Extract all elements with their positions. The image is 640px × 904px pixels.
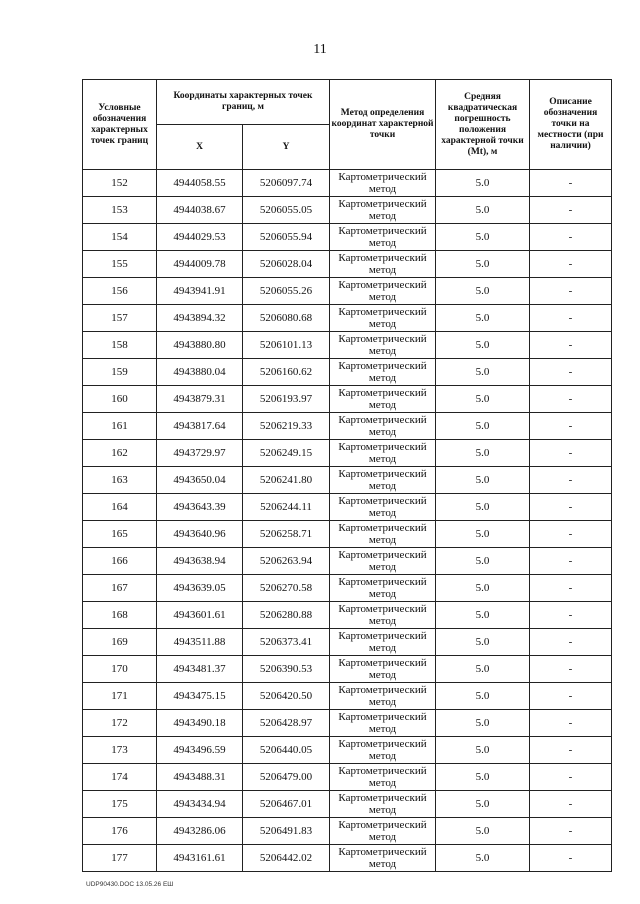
x-coordinate-cell: 4943941.91 <box>157 278 243 305</box>
method-cell: Картометрический метод <box>330 251 436 278</box>
point-id-cell: 172 <box>83 710 157 737</box>
method-cell: Картометрический метод <box>330 845 436 872</box>
method-cell: Картометрический метод <box>330 278 436 305</box>
x-coordinate-cell: 4943894.32 <box>157 305 243 332</box>
table-body <box>83 170 612 872</box>
description-cell: - <box>530 494 612 521</box>
table-row <box>83 386 612 413</box>
y-coordinate-cell: 5206193.97 <box>243 386 330 413</box>
y-coordinate-cell: 5206479.00 <box>243 764 330 791</box>
method-cell: Картометрический метод <box>330 170 436 197</box>
method-cell: Картометрический метод <box>330 413 436 440</box>
y-coordinate-cell: 5206280.88 <box>243 602 330 629</box>
x-coordinate-cell: 4943490.18 <box>157 710 243 737</box>
accuracy-cell: 5.0 <box>436 737 530 764</box>
footer-file-info: UDP90430.DOC 13.05.26 ЕШ <box>86 881 174 888</box>
description-cell: - <box>530 602 612 629</box>
y-coordinate-cell: 5206241.80 <box>243 467 330 494</box>
header-method: Метод определения координат характерной точки <box>330 80 436 170</box>
description-cell: - <box>530 656 612 683</box>
table-row <box>83 413 612 440</box>
description-cell: - <box>530 440 612 467</box>
description-cell: - <box>530 251 612 278</box>
x-coordinate-cell: 4943496.59 <box>157 737 243 764</box>
point-id-cell: 163 <box>83 467 157 494</box>
description-cell: - <box>530 791 612 818</box>
description-cell: - <box>530 359 612 386</box>
y-coordinate-cell: 5206097.74 <box>243 170 330 197</box>
accuracy-cell: 5.0 <box>436 413 530 440</box>
x-coordinate-cell: 4944058.55 <box>157 170 243 197</box>
method-cell: Картометрический метод <box>330 386 436 413</box>
accuracy-cell: 5.0 <box>436 764 530 791</box>
accuracy-cell: 5.0 <box>436 710 530 737</box>
description-cell: - <box>530 764 612 791</box>
table-row <box>83 548 612 575</box>
method-cell: Картометрический метод <box>330 710 436 737</box>
header-x: X <box>157 125 243 170</box>
point-id-cell: 162 <box>83 440 157 467</box>
coordinates-table <box>82 79 612 872</box>
method-cell: Картометрический метод <box>330 332 436 359</box>
description-cell: - <box>530 386 612 413</box>
point-id-cell: 166 <box>83 548 157 575</box>
y-coordinate-cell: 5206101.13 <box>243 332 330 359</box>
point-id-cell: 159 <box>83 359 157 386</box>
point-id-cell: 165 <box>83 521 157 548</box>
method-cell: Картометрический метод <box>330 521 436 548</box>
table-row <box>83 710 612 737</box>
x-coordinate-cell: 4943601.61 <box>157 602 243 629</box>
y-coordinate-cell: 5206270.58 <box>243 575 330 602</box>
point-id-cell: 171 <box>83 683 157 710</box>
point-id-cell: 177 <box>83 845 157 872</box>
accuracy-cell: 5.0 <box>436 602 530 629</box>
description-cell: - <box>530 737 612 764</box>
point-id-cell: 154 <box>83 224 157 251</box>
description-cell: - <box>530 548 612 575</box>
x-coordinate-cell: 4943880.80 <box>157 332 243 359</box>
description-cell: - <box>530 224 612 251</box>
y-coordinate-cell: 5206428.97 <box>243 710 330 737</box>
table-row <box>83 467 612 494</box>
method-cell: Картометрический метод <box>330 818 436 845</box>
point-id-cell: 155 <box>83 251 157 278</box>
description-cell: - <box>530 710 612 737</box>
method-cell: Картометрический метод <box>330 575 436 602</box>
accuracy-cell: 5.0 <box>436 656 530 683</box>
method-cell: Картометрический метод <box>330 359 436 386</box>
x-coordinate-cell: 4943639.05 <box>157 575 243 602</box>
y-coordinate-cell: 5206249.15 <box>243 440 330 467</box>
accuracy-cell: 5.0 <box>436 170 530 197</box>
y-coordinate-cell: 5206160.62 <box>243 359 330 386</box>
description-cell: - <box>530 197 612 224</box>
description-cell: - <box>530 521 612 548</box>
method-cell: Картометрический метод <box>330 737 436 764</box>
accuracy-cell: 5.0 <box>436 629 530 656</box>
method-cell: Картометрический метод <box>330 764 436 791</box>
point-id-cell: 168 <box>83 602 157 629</box>
point-id-cell: 174 <box>83 764 157 791</box>
header-designation: Условные обозначения характерных точек границ <box>83 80 157 170</box>
x-coordinate-cell: 4943640.96 <box>157 521 243 548</box>
method-cell: Картометрический метод <box>330 440 436 467</box>
y-coordinate-cell: 5206055.94 <box>243 224 330 251</box>
page-number: 11 <box>313 42 327 57</box>
accuracy-cell: 5.0 <box>436 197 530 224</box>
accuracy-cell: 5.0 <box>436 845 530 872</box>
y-coordinate-cell: 5206080.68 <box>243 305 330 332</box>
y-coordinate-cell: 5206440.05 <box>243 737 330 764</box>
accuracy-cell: 5.0 <box>436 575 530 602</box>
x-coordinate-cell: 4943475.15 <box>157 683 243 710</box>
accuracy-cell: 5.0 <box>436 359 530 386</box>
description-cell: - <box>530 683 612 710</box>
accuracy-cell: 5.0 <box>436 548 530 575</box>
method-cell: Картометрический метод <box>330 494 436 521</box>
x-coordinate-cell: 4943286.06 <box>157 818 243 845</box>
table-row <box>83 521 612 548</box>
header-accuracy: Средняя квадратическая погрешность положения характерной точки (Mt), м <box>436 80 530 170</box>
description-cell: - <box>530 278 612 305</box>
description-cell: - <box>530 467 612 494</box>
header-description: Описание обозначения точки на местности (при наличии) <box>530 80 612 170</box>
y-coordinate-cell: 5206219.33 <box>243 413 330 440</box>
table-row <box>83 251 612 278</box>
accuracy-cell: 5.0 <box>436 251 530 278</box>
x-coordinate-cell: 4944029.53 <box>157 224 243 251</box>
table-row <box>83 170 612 197</box>
point-id-cell: 160 <box>83 386 157 413</box>
table-row <box>83 656 612 683</box>
table-row <box>83 305 612 332</box>
point-id-cell: 167 <box>83 575 157 602</box>
table-row <box>83 845 612 872</box>
table-row <box>83 494 612 521</box>
description-cell: - <box>530 413 612 440</box>
y-coordinate-cell: 5206420.50 <box>243 683 330 710</box>
x-coordinate-cell: 4943434.94 <box>157 791 243 818</box>
accuracy-cell: 5.0 <box>436 467 530 494</box>
y-coordinate-cell: 5206373.41 <box>243 629 330 656</box>
accuracy-cell: 5.0 <box>436 440 530 467</box>
accuracy-cell: 5.0 <box>436 683 530 710</box>
point-id-cell: 158 <box>83 332 157 359</box>
y-coordinate-cell: 5206055.26 <box>243 278 330 305</box>
x-coordinate-cell: 4943879.31 <box>157 386 243 413</box>
accuracy-cell: 5.0 <box>436 305 530 332</box>
method-cell: Картометрический метод <box>330 656 436 683</box>
table-row <box>83 332 612 359</box>
method-cell: Картометрический метод <box>330 305 436 332</box>
table-row <box>83 359 612 386</box>
y-coordinate-cell: 5206491.83 <box>243 818 330 845</box>
description-cell: - <box>530 575 612 602</box>
table-row <box>83 197 612 224</box>
table-row <box>83 278 612 305</box>
x-coordinate-cell: 4943729.97 <box>157 440 243 467</box>
point-id-cell: 176 <box>83 818 157 845</box>
point-id-cell: 156 <box>83 278 157 305</box>
point-id-cell: 164 <box>83 494 157 521</box>
description-cell: - <box>530 305 612 332</box>
point-id-cell: 152 <box>83 170 157 197</box>
x-coordinate-cell: 4943511.88 <box>157 629 243 656</box>
method-cell: Картометрический метод <box>330 224 436 251</box>
y-coordinate-cell: 5206390.53 <box>243 656 330 683</box>
point-id-cell: 169 <box>83 629 157 656</box>
method-cell: Картометрический метод <box>330 548 436 575</box>
table-row <box>83 224 612 251</box>
x-coordinate-cell: 4943643.39 <box>157 494 243 521</box>
description-cell: - <box>530 818 612 845</box>
accuracy-cell: 5.0 <box>436 332 530 359</box>
x-coordinate-cell: 4943161.61 <box>157 845 243 872</box>
x-coordinate-cell: 4943638.94 <box>157 548 243 575</box>
method-cell: Картометрический метод <box>330 197 436 224</box>
accuracy-cell: 5.0 <box>436 494 530 521</box>
accuracy-cell: 5.0 <box>436 386 530 413</box>
point-id-cell: 170 <box>83 656 157 683</box>
description-cell: - <box>530 629 612 656</box>
point-id-cell: 161 <box>83 413 157 440</box>
description-cell: - <box>530 845 612 872</box>
y-coordinate-cell: 5206028.04 <box>243 251 330 278</box>
method-cell: Картометрический метод <box>330 629 436 656</box>
x-coordinate-cell: 4943488.31 <box>157 764 243 791</box>
table-row <box>83 575 612 602</box>
description-cell: - <box>530 332 612 359</box>
table-row <box>83 737 612 764</box>
x-coordinate-cell: 4943481.37 <box>157 656 243 683</box>
y-coordinate-cell: 5206467.01 <box>243 791 330 818</box>
x-coordinate-cell: 4944009.78 <box>157 251 243 278</box>
x-coordinate-cell: 4943650.04 <box>157 467 243 494</box>
y-coordinate-cell: 5206055.05 <box>243 197 330 224</box>
y-coordinate-cell: 5206244.11 <box>243 494 330 521</box>
accuracy-cell: 5.0 <box>436 224 530 251</box>
accuracy-cell: 5.0 <box>436 521 530 548</box>
table-row <box>83 791 612 818</box>
table-row <box>83 440 612 467</box>
x-coordinate-cell: 4943817.64 <box>157 413 243 440</box>
table-row <box>83 602 612 629</box>
accuracy-cell: 5.0 <box>436 791 530 818</box>
point-id-cell: 157 <box>83 305 157 332</box>
x-coordinate-cell: 4943880.04 <box>157 359 243 386</box>
table-row <box>83 683 612 710</box>
method-cell: Картометрический метод <box>330 791 436 818</box>
y-coordinate-cell: 5206263.94 <box>243 548 330 575</box>
table-row <box>83 629 612 656</box>
point-id-cell: 173 <box>83 737 157 764</box>
method-cell: Картометрический метод <box>330 467 436 494</box>
accuracy-cell: 5.0 <box>436 818 530 845</box>
table-row <box>83 818 612 845</box>
description-cell: - <box>530 170 612 197</box>
header-coordinates: Координаты характерных точек границ, м <box>157 80 330 125</box>
x-coordinate-cell: 4944038.67 <box>157 197 243 224</box>
method-cell: Картометрический метод <box>330 683 436 710</box>
point-id-cell: 153 <box>83 197 157 224</box>
table-row <box>83 764 612 791</box>
header-y: Y <box>243 125 330 170</box>
method-cell: Картометрический метод <box>330 602 436 629</box>
y-coordinate-cell: 5206258.71 <box>243 521 330 548</box>
y-coordinate-cell: 5206442.02 <box>243 845 330 872</box>
point-id-cell: 175 <box>83 791 157 818</box>
accuracy-cell: 5.0 <box>436 278 530 305</box>
